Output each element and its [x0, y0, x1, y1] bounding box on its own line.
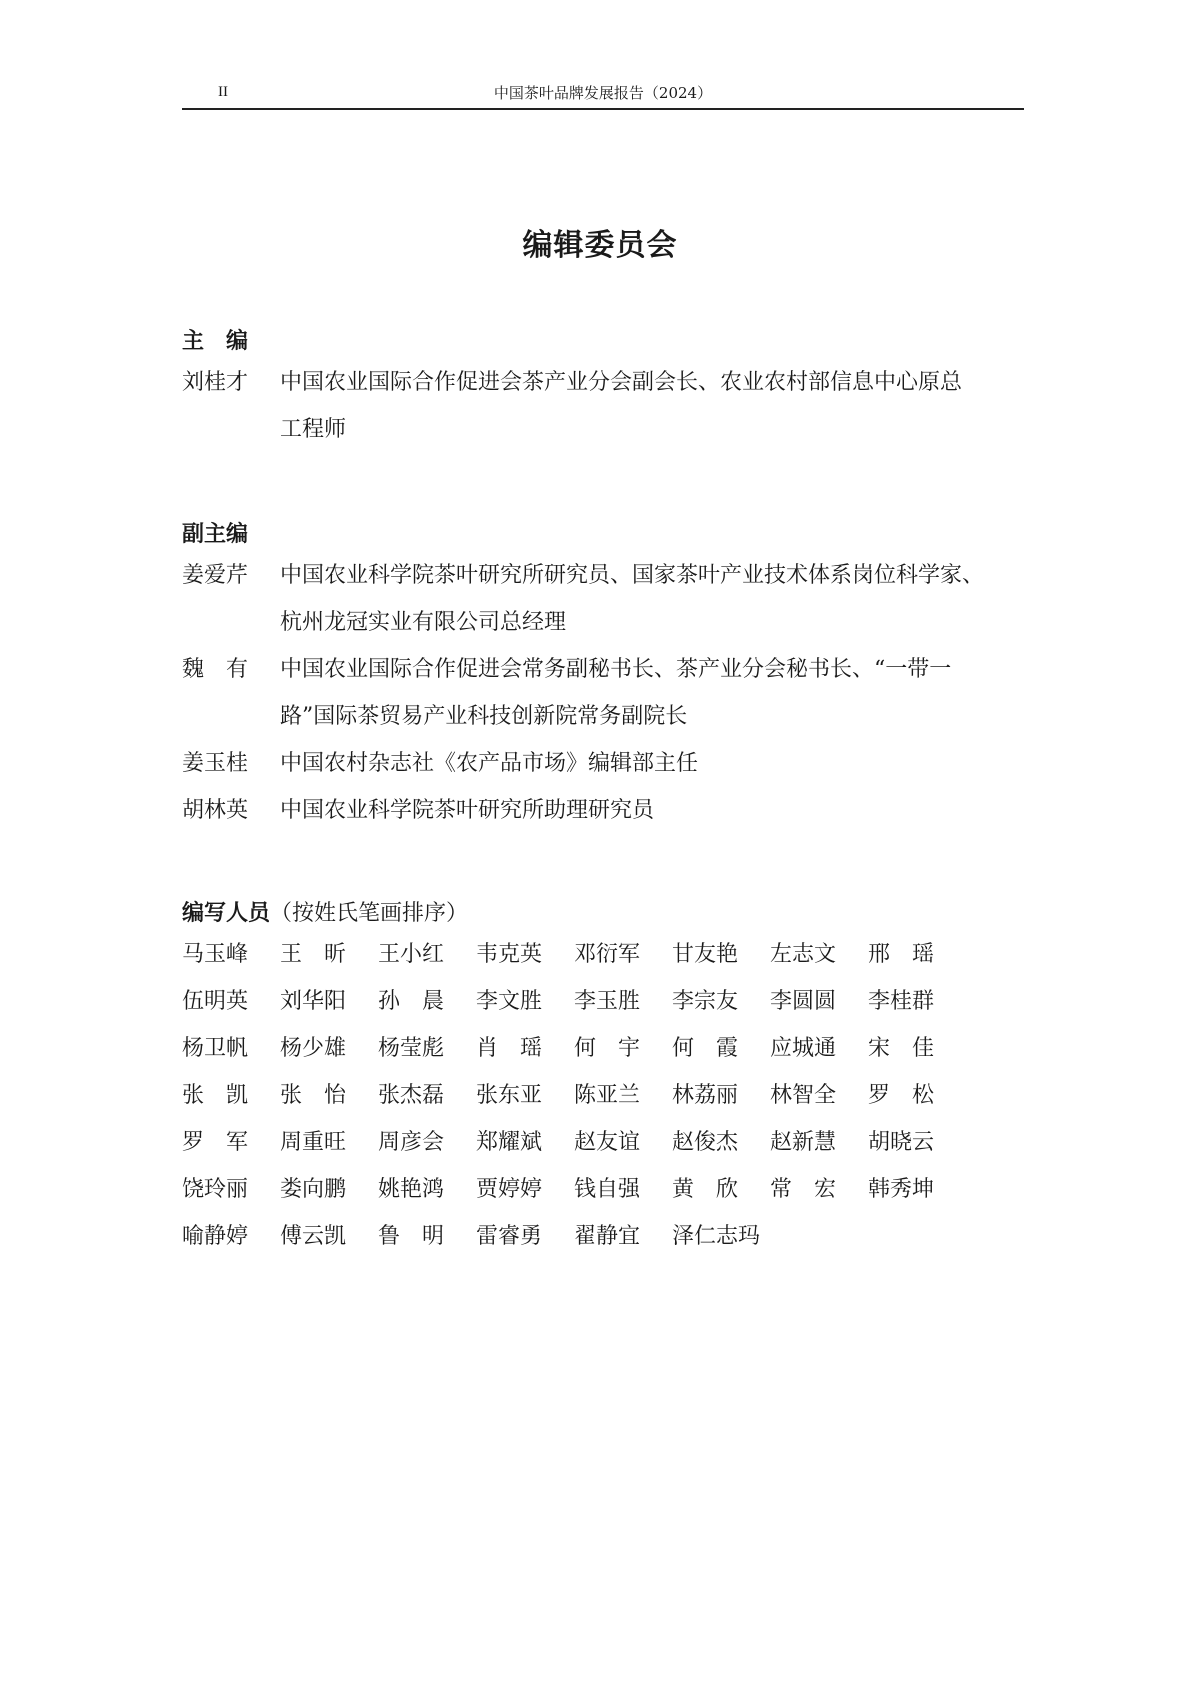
editor-entry	[182, 552, 1042, 646]
editor-name: 姜爱芹	[182, 563, 249, 588]
writer-name: 马玉峰	[182, 942, 249, 967]
writer-name: 喻静婷	[182, 1224, 249, 1249]
editor-name: 姜玉桂	[182, 751, 249, 776]
writers-heading	[182, 897, 1042, 931]
writer-name: 娄向鹏	[280, 1177, 347, 1202]
writer-name: 韦克英	[476, 942, 543, 967]
writer-name: 罗 军	[182, 1130, 249, 1155]
writer-name: 常 宏	[770, 1177, 837, 1202]
writer-name: 林荔丽	[672, 1083, 739, 1108]
writer-name: 林智全	[770, 1083, 837, 1108]
writer-name: 李玉胜	[574, 989, 641, 1014]
writer-name: 张东亚	[476, 1083, 543, 1108]
chief-editor-section	[182, 325, 1042, 453]
editor-description: 中国农业科学院茶叶研究所研究员、国家茶叶产业技术体系岗位科学家、 杭州龙冠实业有限公司总经理	[280, 563, 985, 635]
editor-name: 魏 有	[182, 657, 249, 682]
chief-editor-list	[182, 359, 1042, 453]
writer-name: 贾婷婷	[476, 1177, 543, 1202]
editor-entry	[182, 646, 1042, 740]
writer-name: 李圆圆	[770, 989, 837, 1014]
writer-name: 赵友谊	[574, 1130, 641, 1155]
editor-description: 中国农业科学院茶叶研究所助理研究员	[280, 798, 655, 823]
writer-name: 胡晓云	[868, 1130, 935, 1155]
writer-name: 陈亚兰	[574, 1083, 641, 1108]
writer-name: 泽仁志玛	[672, 1224, 761, 1249]
writer-name: 李宗友	[672, 989, 739, 1014]
editor-name: 胡林英	[182, 798, 249, 823]
writer-name: 杨少雄	[280, 1036, 347, 1061]
deputy-editors-heading: 副主编	[182, 522, 249, 547]
editor-description: 中国农村杂志社《农产品市场》编辑部主任	[280, 751, 699, 776]
deputy-editors-section	[182, 518, 1042, 834]
writer-name: 郑耀斌	[476, 1130, 543, 1155]
deputy-editors-list	[182, 552, 1042, 834]
writer-name: 赵新慧	[770, 1130, 837, 1155]
writer-name: 李文胜	[476, 989, 543, 1014]
writer-name: 王小红	[378, 942, 445, 967]
editor-entry	[182, 740, 1042, 787]
writer-name: 翟静宜	[574, 1224, 641, 1249]
writer-name: 邓衍军	[574, 942, 641, 967]
page-title: 编辑委员会	[522, 228, 678, 263]
writer-name: 宋 佳	[868, 1036, 935, 1061]
chief-editor-heading: 主 编	[182, 329, 249, 354]
writer-name: 孙 晨	[378, 989, 445, 1014]
writer-name: 雷睿勇	[476, 1224, 543, 1249]
writers-heading-label: 编写人员	[182, 901, 271, 926]
writer-name: 饶玲丽	[182, 1177, 249, 1202]
writer-name: 肖 瑶	[476, 1036, 543, 1061]
writer-name: 张 凯	[182, 1083, 249, 1108]
writer-name: 周重旺	[280, 1130, 347, 1155]
writer-name: 邢 瑶	[868, 942, 935, 967]
writer-name: 刘华阳	[280, 989, 347, 1014]
writer-name: 黄 欣	[672, 1177, 739, 1202]
writer-name: 甘友艳	[672, 942, 739, 967]
writer-name: 李桂群	[868, 989, 935, 1014]
writer-name: 伍明英	[182, 989, 249, 1014]
writer-name: 何 宇	[574, 1036, 641, 1061]
writer-name: 赵俊杰	[672, 1130, 739, 1155]
writers-heading-note: （按姓氏笔画排序）	[270, 901, 469, 926]
editor-description: 中国农业国际合作促进会常务副秘书长、茶产业分会秘书长、“一带一 路”国际茶贸易产业科技创新院常务副院长	[280, 657, 952, 729]
writer-name: 左志文	[770, 942, 837, 967]
writer-name: 钱自强	[574, 1177, 641, 1202]
editor-entry	[182, 359, 1042, 453]
writer-name: 罗 松	[868, 1083, 935, 1108]
editor-entry	[182, 787, 1042, 834]
writers-section	[182, 897, 1042, 1260]
page-header	[182, 78, 1024, 110]
writer-name: 姚艳鸿	[378, 1177, 445, 1202]
writer-name: 傅云凯	[280, 1224, 347, 1249]
writer-name: 何 霞	[672, 1036, 739, 1061]
writer-name: 杨卫帆	[182, 1036, 249, 1061]
writer-name: 鲁 明	[378, 1224, 445, 1249]
running-title: 中国茶叶品牌发展报告（2024）	[493, 84, 713, 102]
writer-name: 王 昕	[280, 942, 347, 967]
writer-name: 韩秀坤	[868, 1177, 935, 1202]
writers-grid	[182, 931, 1042, 1260]
writer-name: 应城通	[770, 1036, 837, 1061]
editor-description: 中国农业国际合作促进会茶产业分会副会长、农业农村部信息中心原总 工程师	[280, 370, 963, 442]
writer-name: 杨莹彪	[378, 1036, 445, 1061]
page-number: II	[218, 84, 228, 100]
writer-name: 张杰磊	[378, 1083, 445, 1108]
editor-name: 刘桂才	[182, 370, 249, 395]
writer-name: 张 怡	[280, 1083, 347, 1108]
writer-name: 周彦会	[378, 1130, 445, 1155]
